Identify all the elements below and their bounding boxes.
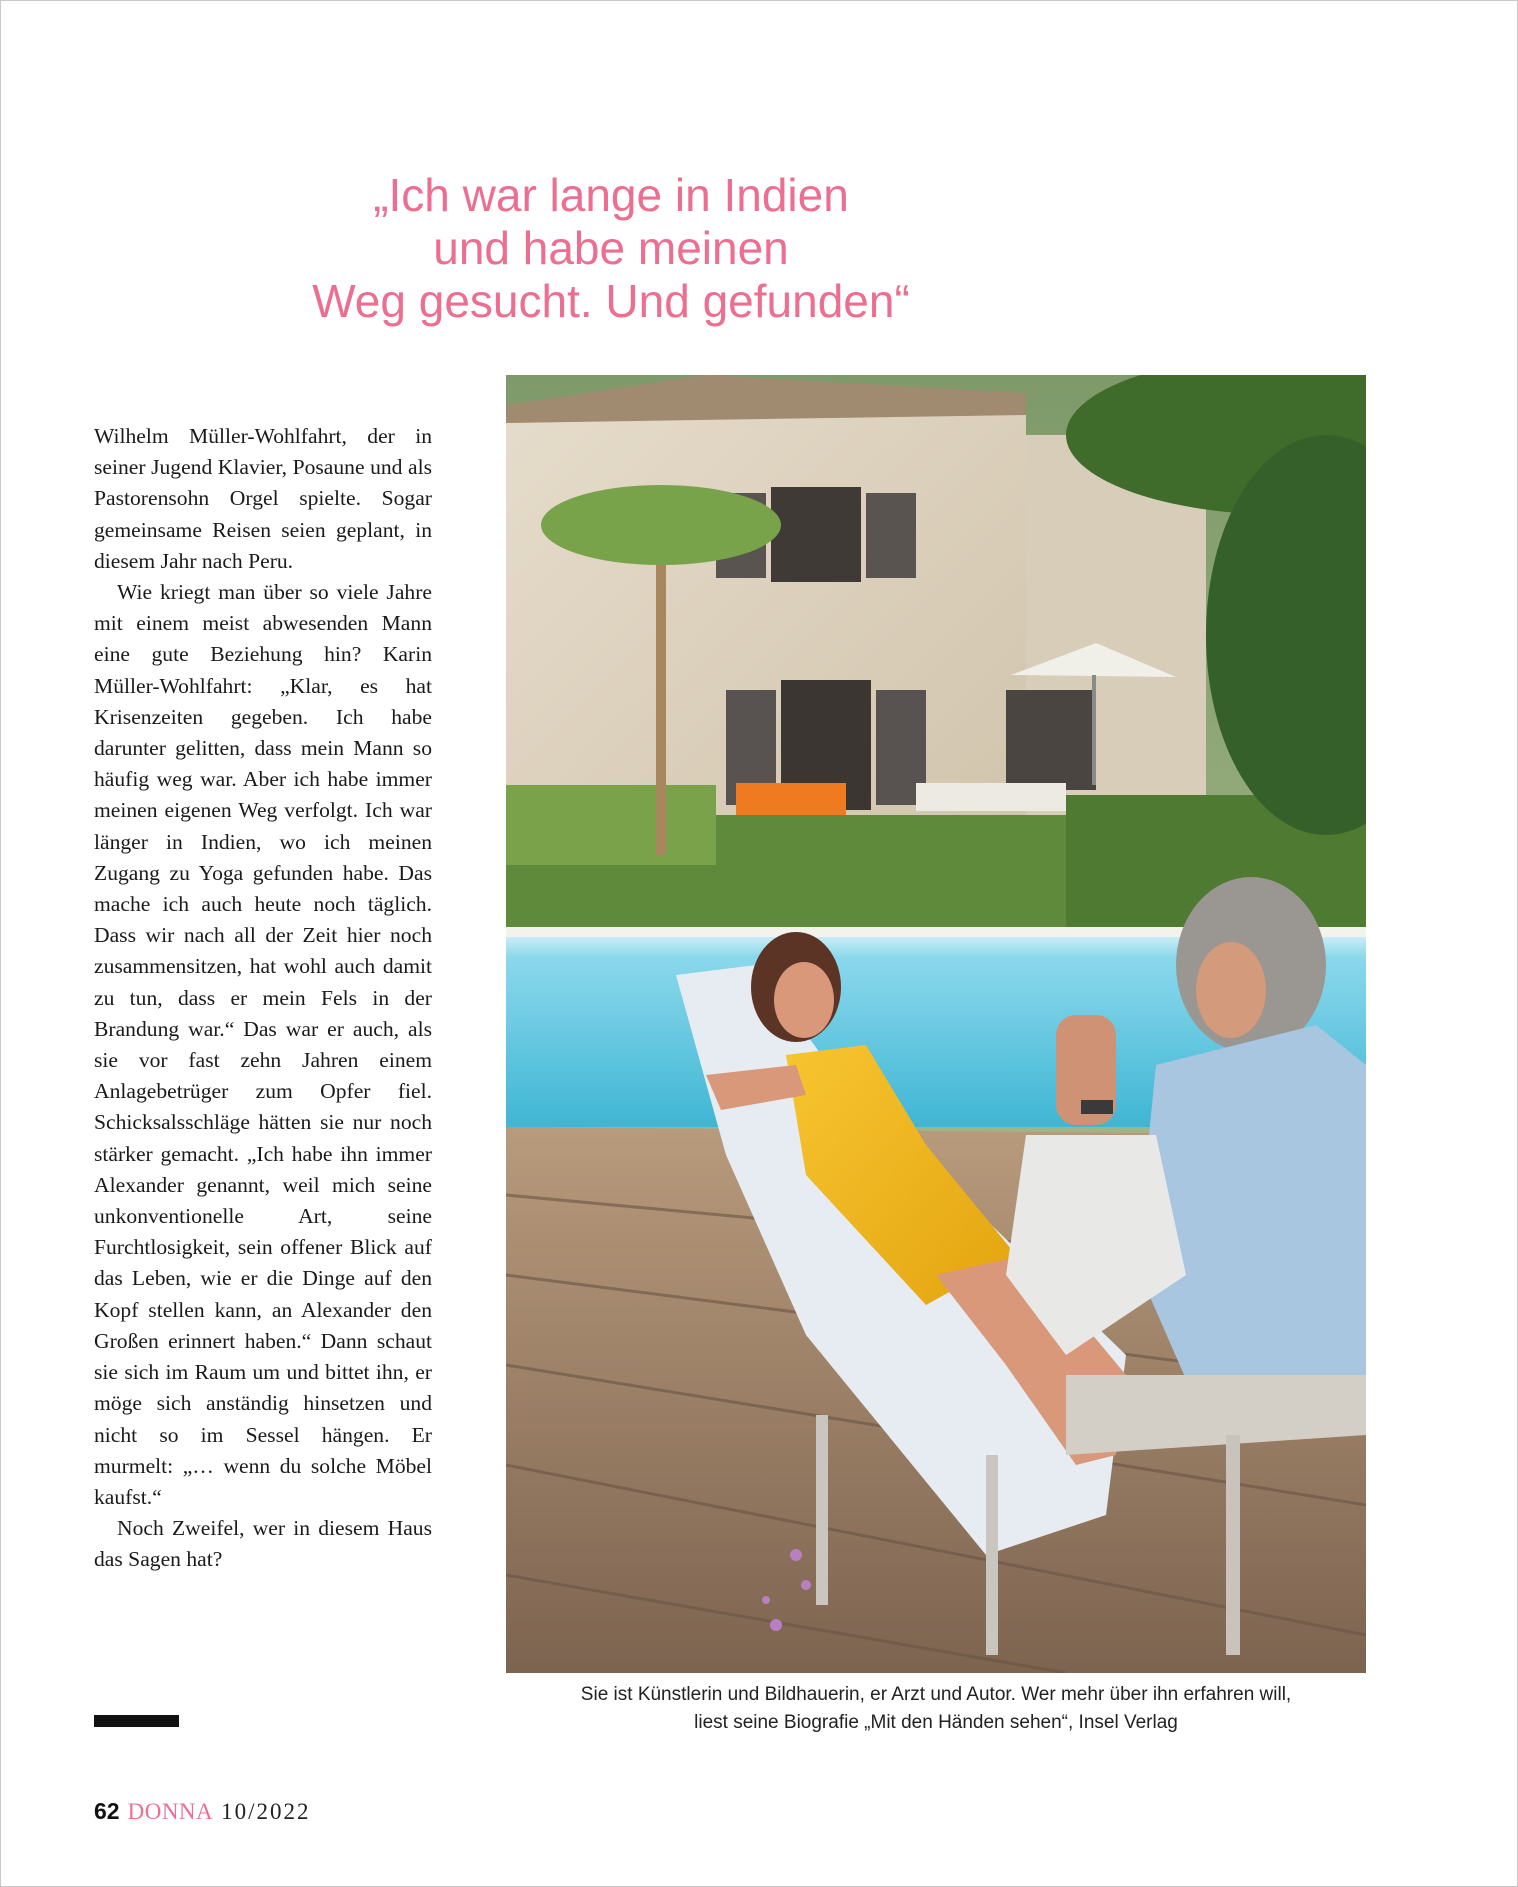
page-footer: [94, 1796, 311, 1827]
caption-line: liest seine Biografie „Mit den Händen sehen“, Insel Verlag: [694, 1712, 1178, 1733]
pull-quote-line: und habe meinen: [433, 222, 789, 274]
pull-quote: [251, 169, 971, 328]
article-end-mark: [94, 1715, 179, 1727]
caption-line: Sie ist Künstlerin und Bildhauerin, er Arzt und Autor. Wer mehr über ihn erfahren will,: [580, 1684, 1292, 1705]
page-number: 62: [94, 1798, 120, 1824]
issue-number: 10/2022: [221, 1799, 311, 1824]
pull-quote-line: „Ich war lange in Indien: [373, 169, 849, 221]
article-paragraph: Noch Zweifel, wer in diesem Haus das Sagen hat?: [94, 1516, 432, 1572]
article-text-column: [94, 421, 432, 1576]
article-photo: [506, 375, 1366, 1673]
magazine-name: DONNA: [127, 1799, 214, 1824]
article-paragraph: Wie kriegt man über so viele Jahre mit einem meist abwesenden Mann eine gute Beziehung hin? Karin Müller-Wohlfahrt: „Klar, es hat Krisenzeiten gegeben. Ich habe darunter gelitten, dass mein Mann so häufig weg war. Aber ich habe immer meinen eigenen Weg verfolgt. Ich war länger in Indien, wo ich meinen Zugang zu Yoga gefunden habe. Das mache ich auch heute noch täglich. Dass wir nach all der Zeit hier noch zusammensitzen, hat wohl auch damit zu tun, dass er mein Fels in der Brandung war.“ Das war er auch, als sie vor fast zehn Jahren einem Anlagebetrüger zum Opfer fiel. Schicksalsschläge hätten sie nur noch stärker gemacht. „Ich habe ihn immer Alexander genannt, weil mich seine unkonventionelle Art, seine Furchtlosigkeit, sein offener Blick auf das Leben, wie er die Dinge auf den Kopf stellen kann, an Alexander den Großen erinnert haben.“ Dann schaut sie sich im Raum um und bittet ihn, er möge sich anständig hinsetzen und nicht so im Sessel hängen. Er murmelt: „… wenn du solche Möbel kaufst.“: [94, 580, 432, 1509]
pull-quote-line: Weg gesucht. Und gefunden“: [312, 275, 910, 327]
article-paragraph: Wilhelm Müller-Wohlfahrt, der in seiner Jugend Klavier, Posaune und als Pastorensohn Orgel spielte. Sogar gemeinsame Reisen seien geplant, in diesem Jahr nach Peru.: [94, 424, 432, 573]
photo-caption: [506, 1681, 1366, 1737]
